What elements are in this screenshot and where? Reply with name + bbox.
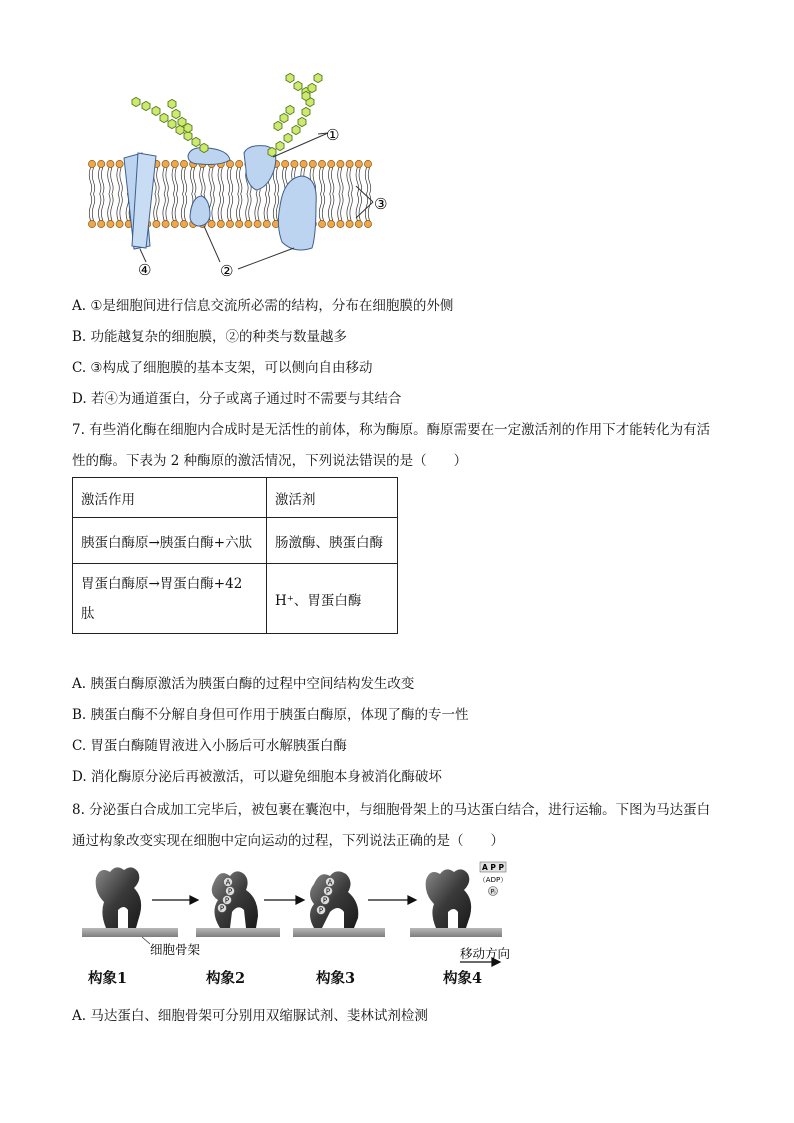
sugar-unit [152, 106, 160, 115]
table-row-2-action-line1: 胃蛋白酶原→胃蛋白酶+42 [81, 575, 243, 592]
atp2-p2: P [224, 896, 230, 905]
phospholipid-inner [180, 194, 187, 228]
phospholipid-inner [107, 194, 114, 228]
label-1: ① [326, 126, 340, 144]
label-4: ④ [138, 261, 152, 279]
phospholipid-inner [116, 194, 123, 228]
q8-stem: 8. 分泌蛋白合成加工完毕后，被包裹在囊泡中，与细胞骨架上的马达蛋白结合，进行运输。下图为马达蛋白通过构象改变实现在细胞中定向运动的过程，下列说法正确的是（ ） [72, 802, 711, 849]
atp3-p2: P [322, 896, 328, 905]
phospholipid-inner [254, 194, 261, 228]
q7-option-a: A. 胰蛋白酶原激活为胰蛋白酶的过程中空间结构发生改变 [72, 676, 415, 692]
sugar-unit [168, 119, 176, 128]
q7-option-b: B. 胰蛋白酶不分解自身但可作用于胰蛋白酶原，体现了酶的专一性 [72, 707, 469, 723]
sugar-unit [280, 113, 288, 122]
sugar-unit [308, 83, 316, 92]
table-row-2-activator: H⁺、胃蛋白酶 [267, 564, 398, 634]
phospholipid-inner [171, 194, 178, 228]
sugar-unit [286, 105, 294, 114]
released-adp-label: （ADP） [478, 876, 508, 884]
phospholipid-inner [328, 194, 335, 228]
phospholipid-outer [190, 160, 197, 194]
sugar-unit [286, 73, 294, 82]
q6-option-c: C. ③构成了细胞膜的基本支架，可以侧向自由移动 [72, 360, 373, 376]
cytoskeleton-label: 细胞骨架 [150, 942, 201, 957]
cell-membrane-diagram [80, 66, 420, 281]
phospholipid-inner [98, 194, 105, 228]
phospholipid-outer [208, 160, 215, 194]
phospholipid-outer [107, 160, 114, 194]
table-header-action: 激活作用 [73, 478, 267, 518]
phospholipid-inner [217, 194, 224, 228]
q6-option-b: B. 功能越复杂的细胞膜，②的种类与数量越多 [72, 329, 348, 345]
cytoskeleton-bar [82, 928, 178, 937]
motor-protein-1 [96, 867, 141, 928]
conformation-1-label: 构象1 [88, 970, 128, 987]
phospholipid-inner [245, 194, 252, 228]
table-header-activator: 激活剂 [267, 478, 398, 518]
motor-protein-diagram [78, 858, 538, 968]
direction-label: 移动方向 [460, 946, 511, 961]
phospholipid-outer [217, 160, 224, 194]
atp3-p3: P [318, 906, 324, 915]
table-row-2-action [73, 564, 267, 634]
glycocalyx-chain [132, 73, 322, 156]
table-row-1-activator: 肠激酶、胰蛋白酶 [267, 518, 398, 564]
phospholipid-inner [162, 194, 169, 228]
table-row-2-action-line2: 肽 [81, 605, 95, 622]
table-row-1-action: 胰蛋白酶原→胰蛋白酶+六肽 [73, 518, 267, 564]
sugar-unit [314, 73, 322, 82]
sugar-unit [294, 81, 302, 90]
label-3: ③ [374, 195, 388, 213]
sugar-unit [292, 125, 300, 134]
conformation-3-label: 构象3 [316, 970, 356, 987]
phospholipid-inner [226, 194, 233, 228]
cytoskeleton-bar [293, 928, 385, 937]
sugar-unit [302, 91, 310, 100]
conformation-2-label: 构象2 [206, 970, 246, 987]
phospholipid-outer [318, 160, 325, 194]
phospholipid-outer [98, 160, 105, 194]
motor-protein-4 [426, 869, 471, 928]
phospholipid-inner [318, 194, 325, 228]
atp3-a: A [327, 878, 333, 887]
phospholipid-outer [328, 160, 335, 194]
phospholipid-inner [88, 194, 95, 228]
cytoskeleton-bar [196, 928, 280, 937]
sugar-unit [176, 125, 184, 134]
sugar-unit [274, 121, 282, 130]
released-app: A P P [481, 863, 505, 872]
label-2: ② [220, 262, 234, 280]
atp2-a: A [225, 878, 231, 887]
sugar-unit [298, 117, 306, 126]
phospholipid-outer [236, 160, 243, 194]
sugar-unit [168, 99, 176, 108]
sugar-unit [302, 107, 310, 116]
sugar-unit [160, 113, 168, 122]
phospholipid-outer [199, 160, 206, 194]
phospholipid-outer [162, 160, 169, 194]
sugar-unit [268, 147, 276, 156]
phospholipid-outer [180, 160, 187, 194]
sugar-unit [192, 137, 200, 146]
q6-option-d: D. 若④为通道蛋白，分子或离子通过时不需要与其结合 [72, 391, 402, 407]
phospholipid-outer [226, 160, 233, 194]
released-pi: Pᵢ [490, 887, 496, 896]
phospholipid-outer [364, 160, 371, 194]
sugar-unit [284, 133, 292, 142]
cytoskeleton-bar [410, 928, 502, 937]
activation-table [72, 477, 398, 634]
phospholipid-inner [153, 194, 160, 228]
q7-stem: 7. 有些消化酶在细胞内合成时是无活性的前体，称为酶原。酶原需要在一定激活剂的作用下才能转化为有活性的酶。下表为 2 种酶原的激活情况，下列说法错误的是（ ） [72, 422, 711, 469]
phospholipid-outer [346, 160, 353, 194]
phospholipid-inner [346, 194, 353, 228]
phospholipid-outer [116, 160, 123, 194]
sugar-unit [276, 141, 284, 150]
phospholipid-outer [88, 160, 95, 194]
conformation-4-label: 构象4 [443, 970, 483, 987]
atp2-p3: P [219, 904, 225, 913]
phospholipid-inner [337, 194, 344, 228]
phospholipid-inner [263, 194, 270, 228]
phospholipid-outer [337, 160, 344, 194]
q7-option-d: D. 消化酶原分泌后再被激活，可以避免细胞本身被消化酶破坏 [72, 769, 442, 785]
transmembrane-protein [278, 176, 316, 250]
sugar-unit [172, 109, 180, 118]
motor-protein-2 [212, 871, 258, 928]
phospholipid-inner [236, 194, 243, 228]
atp2-p1: P [227, 887, 233, 896]
peripheral-protein [188, 148, 230, 165]
phospholipid-inner [355, 194, 362, 228]
atp3-p1: P [325, 887, 331, 896]
sugar-unit [200, 143, 208, 152]
sugar-unit [142, 101, 150, 110]
sugar-unit [132, 97, 140, 106]
phospholipid-outer [171, 160, 178, 194]
sugar-unit [184, 123, 192, 132]
q7-option-c: C. 胃蛋白酶随胃液进入小肠后可水解胰蛋白酶 [72, 738, 347, 754]
q8-option-a: A. 马达蛋白、细胞骨架可分别用双缩脲试剂、斐林试剂检测 [72, 1008, 428, 1024]
q6-option-a: A. ①是细胞间进行信息交流所必需的结构，分布在细胞膜的外侧 [72, 298, 454, 314]
